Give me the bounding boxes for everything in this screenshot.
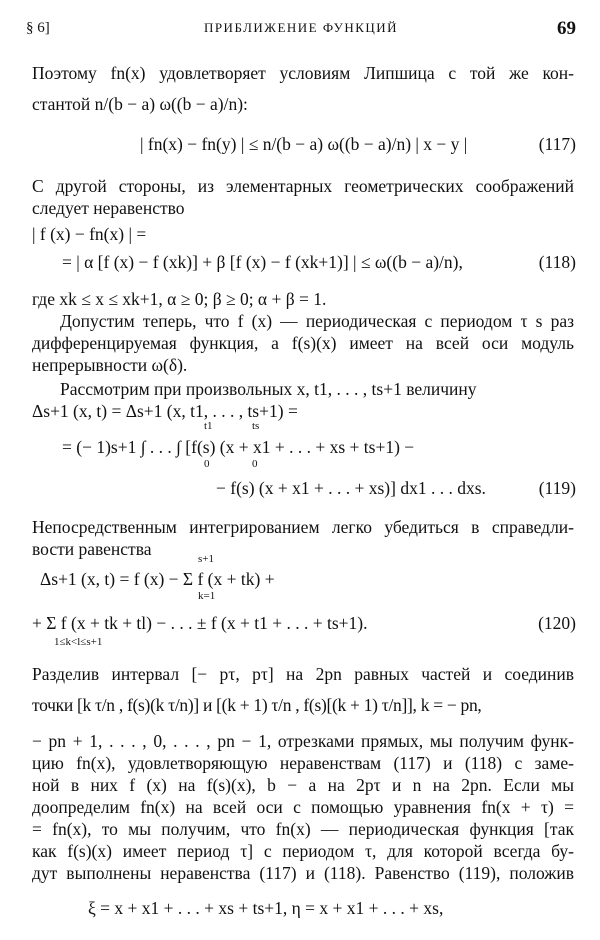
equation-118-lhs: | f (x) − fn(x) | =: [32, 224, 147, 244]
text-line: ной в них f (x) на f(s)(x), b − a на 2pτ и n на 2pn. Если мы: [32, 775, 574, 795]
sum-lower-limit: k=1: [198, 590, 216, 602]
equation-number: (118): [538, 252, 576, 272]
text-line: дут выполнены неравенства (117) и (118). Равенство (119), положив: [32, 863, 574, 883]
equation-120-line1: Δs+1 (x, t) = f (x) − Σ f (x + tk) +: [40, 569, 275, 589]
text-line: дифференцируемая функция, а f(s)(x) имеет на всей оси модуль: [32, 333, 574, 353]
section-number: § 6]: [26, 20, 50, 36]
page-header: [26, 18, 576, 40]
text-line: непрерывности ω(δ).: [32, 355, 188, 375]
text-line: доопределим fn(x) на всей оси с помощью уравнения fn(x + τ) =: [32, 797, 574, 817]
page-number: 69: [557, 18, 576, 39]
text-line: как f(s)(x) имеет период τ] с периодом τ, для которой всегда бу-: [32, 841, 574, 861]
equation-117: | fn(x) − fn(y) | ≤ n/(b − a) ω((b − a)/n) | x − y |: [140, 134, 468, 154]
equation-120-line2: + Σ f (x + tk + tl) − . . . ± f (x + t1 + . . . + ts+1).: [32, 613, 368, 633]
text-line: вости равенства: [32, 539, 152, 559]
text-line: Непосредственным интегрированием легко убедиться в справедли-: [32, 517, 574, 537]
integral-lower-limit: 0: [204, 458, 210, 470]
sum-upper-limit: s+1: [198, 553, 214, 565]
text-line: цию fn(x), удовлетворяющую неравенствам (117) и (118) с заме-: [32, 753, 574, 773]
equation-119-line1: Δs+1 (x, t) = Δs+1 (x, t1, . . . , ts+1) =: [32, 401, 298, 421]
text-line: = fn(x), то мы получим, что fn(x) — периодическая функция [так: [32, 819, 574, 839]
text-line: где xk ≤ x ≤ xk+1, α ≥ 0; β ≥ 0; α + β = 1.: [32, 289, 327, 309]
text-line: Допустим теперь, что f (x) — периодическая с периодом τ s раз: [60, 311, 574, 331]
text-line: С другой стороны, из элементарных геометрических соображений: [32, 176, 574, 196]
equation-118: = | α [f (x) − f (xk)] + β [f (x) − f (xk+1)] | ≤ ω((b − a)/n),: [62, 252, 463, 272]
equation-number: (117): [538, 134, 576, 154]
equation-119-line2: = (− 1)s+1 ∫ . . . ∫ [f(s) (x + x1 + . . . + xs + ts+1) −: [62, 437, 415, 457]
integral-lower-limit: 0: [252, 458, 258, 470]
equation-substitution: ξ = x + x1 + . . . + xs + ts+1, η = x + x1 + . . . + xs,: [88, 898, 444, 918]
text-line: − pn + 1, . . . , 0, . . . , pn − 1, отрезками прямых, мы получим функ-: [32, 731, 574, 751]
integral-upper-limit: t1: [204, 420, 213, 432]
text-line: Поэтому fn(x) удовлетворяет условиям Липшица с той же кон-: [32, 63, 574, 83]
text-line: Рассмотрим при произвольных x, t1, . . . , ts+1 величину: [60, 379, 477, 399]
text-line: точки [k τ/n , f(s)(k τ/n)] и [(k + 1) τ/n , f(s)[(k + 1) τ/n]], k = − pn,: [32, 695, 482, 715]
sum-lower-limit: 1≤k<l≤s+1: [54, 636, 103, 648]
text-line: следует неравенство: [32, 198, 185, 218]
text-line: Разделив интервал [− pτ, pτ] на 2pn равных частей и соединив: [32, 664, 574, 684]
text-line: стантой n/(b − a) ω((b − a)/n):: [32, 94, 248, 114]
equation-119-line3: − f(s) (x + x1 + . . . + xs)] dx1 . . . dxs.: [216, 478, 486, 498]
equation-number: (119): [538, 478, 576, 498]
running-title: ПРИБЛИЖЕНИЕ ФУНКЦИЙ: [203, 20, 399, 35]
equation-number: (120): [538, 613, 576, 633]
integral-upper-limit: ts: [252, 420, 260, 432]
